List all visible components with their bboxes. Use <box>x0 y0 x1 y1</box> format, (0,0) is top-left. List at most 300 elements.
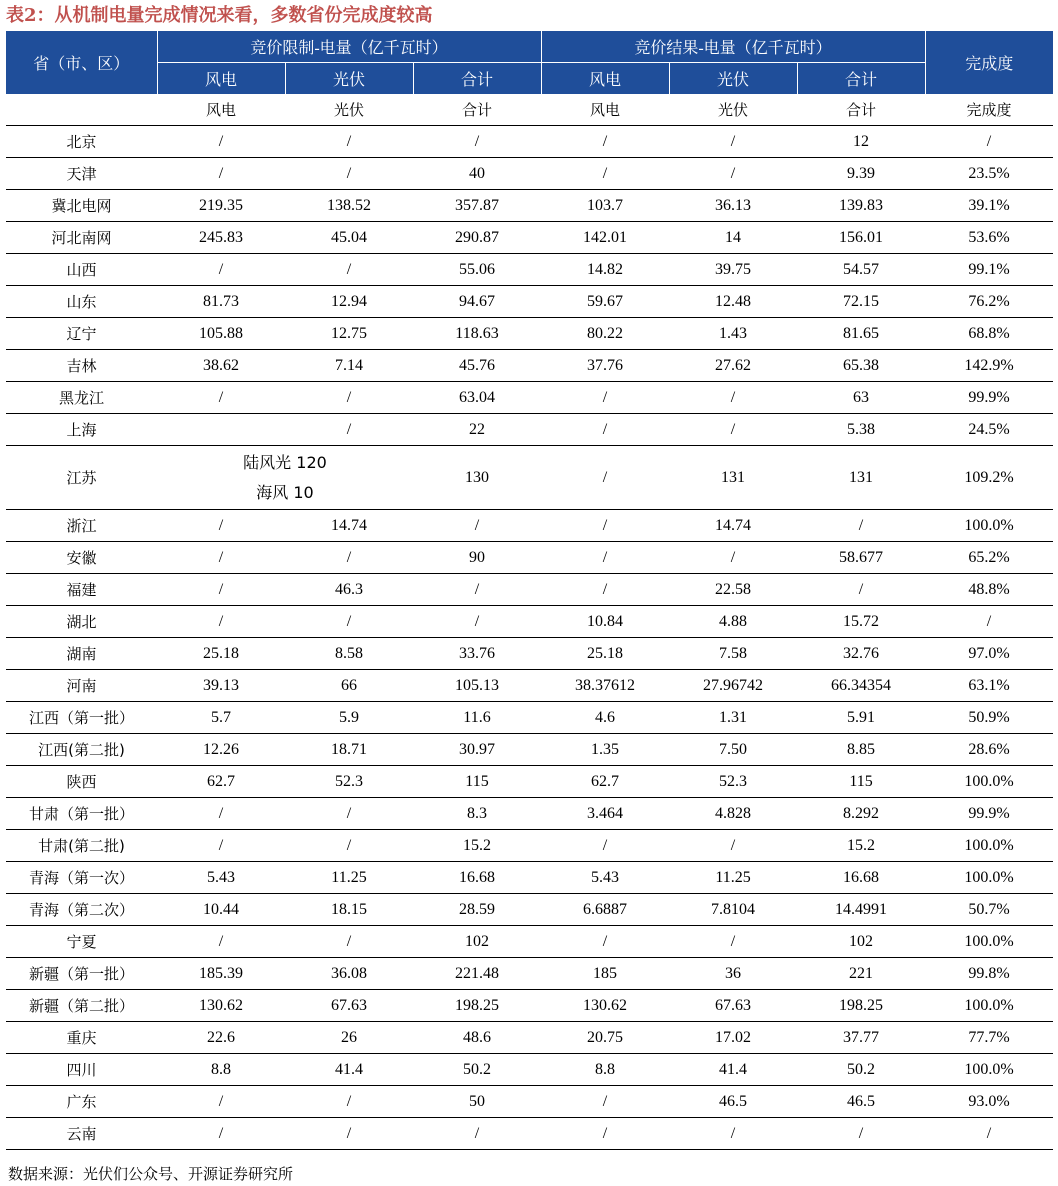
value-cell: 102 <box>797 926 925 958</box>
value-cell: 12.94 <box>285 286 413 318</box>
province-cell: 广东 <box>6 1086 157 1118</box>
value-cell: 11.6 <box>413 702 541 734</box>
value-cell: 40 <box>413 158 541 190</box>
value-cell: / <box>669 926 797 958</box>
value-cell: 62.7 <box>541 766 669 798</box>
value-cell: 14.74 <box>669 510 797 542</box>
table-row <box>6 1118 1053 1150</box>
value-cell: / <box>541 158 669 190</box>
value-cell: 5.9 <box>285 702 413 734</box>
value-cell: 131 <box>669 446 797 510</box>
value-cell: 118.63 <box>413 318 541 350</box>
value-cell: 72.15 <box>797 286 925 318</box>
value-cell: 221.48 <box>413 958 541 990</box>
value-cell: / <box>285 926 413 958</box>
value-cell: 41.4 <box>669 1054 797 1086</box>
value-cell: 198.25 <box>413 990 541 1022</box>
completion-cell: 76.2% <box>925 286 1053 318</box>
province-cell: 江西(第二批) <box>6 734 157 766</box>
value-cell: 36.08 <box>285 958 413 990</box>
value-cell: 8.58 <box>285 638 413 670</box>
completion-cell: 100.0% <box>925 926 1053 958</box>
value-cell: 32.76 <box>797 638 925 670</box>
value-cell: / <box>541 1086 669 1118</box>
value-cell: / <box>797 510 925 542</box>
value-cell: 102 <box>413 926 541 958</box>
completion-cell: 100.0% <box>925 862 1053 894</box>
value-cell: / <box>285 1086 413 1118</box>
value-cell: 11.25 <box>285 862 413 894</box>
value-cell: 8.3 <box>413 798 541 830</box>
limit-merged-cell <box>157 446 413 510</box>
table-row <box>6 1086 1053 1118</box>
table-row <box>6 862 1053 894</box>
value-cell: 4.88 <box>669 606 797 638</box>
province-cell: 河北南网 <box>6 222 157 254</box>
completion-cell: / <box>925 1118 1053 1150</box>
completion-cell: 53.6% <box>925 222 1053 254</box>
value-cell: 4.828 <box>669 798 797 830</box>
value-cell: 103.7 <box>541 190 669 222</box>
header-limit-wind: 风电 <box>157 63 285 95</box>
value-cell: / <box>669 382 797 414</box>
completion-cell: 39.1% <box>925 190 1053 222</box>
table-row <box>6 158 1053 190</box>
value-cell: / <box>157 126 285 158</box>
value-cell: 58.677 <box>797 542 925 574</box>
completion-cell: 65.2% <box>925 542 1053 574</box>
province-cell: 河南 <box>6 670 157 702</box>
completion-cell: 50.9% <box>925 702 1053 734</box>
value-cell: / <box>157 1118 285 1150</box>
completion-cell: 99.1% <box>925 254 1053 286</box>
value-cell: 67.63 <box>285 990 413 1022</box>
completion-cell: 99.9% <box>925 382 1053 414</box>
value-cell: / <box>669 126 797 158</box>
value-cell: 4.6 <box>541 702 669 734</box>
table-row <box>6 734 1053 766</box>
repeat-header-cell <box>6 94 157 126</box>
value-cell: 138.52 <box>285 190 413 222</box>
table-row <box>6 638 1053 670</box>
value-cell: 20.75 <box>541 1022 669 1054</box>
table-row <box>6 766 1053 798</box>
repeat-header-cell: 光伏 <box>285 94 413 126</box>
value-cell: 17.02 <box>669 1022 797 1054</box>
completion-table <box>6 31 1053 1150</box>
value-cell: 81.65 <box>797 318 925 350</box>
table-row <box>6 286 1053 318</box>
value-cell: / <box>285 158 413 190</box>
value-cell: 16.68 <box>413 862 541 894</box>
value-cell: 22 <box>413 414 541 446</box>
value-cell: 50.2 <box>797 1054 925 1086</box>
table-row-jiangsu <box>6 446 1053 510</box>
value-cell: 46.3 <box>285 574 413 606</box>
value-cell: / <box>157 1086 285 1118</box>
value-cell: / <box>541 830 669 862</box>
value-cell: 37.77 <box>797 1022 925 1054</box>
value-cell: 18.71 <box>285 734 413 766</box>
value-cell: 50 <box>413 1086 541 1118</box>
value-cell: 5.43 <box>157 862 285 894</box>
value-cell: 50.2 <box>413 1054 541 1086</box>
completion-cell: 50.7% <box>925 894 1053 926</box>
value-cell: / <box>413 574 541 606</box>
value-cell: 11.25 <box>669 862 797 894</box>
repeat-header-cell: 风电 <box>157 94 285 126</box>
value-cell: 94.67 <box>413 286 541 318</box>
value-cell: / <box>541 542 669 574</box>
value-cell: / <box>285 798 413 830</box>
value-cell: 10.44 <box>157 894 285 926</box>
table-row <box>6 830 1053 862</box>
value-cell: 5.38 <box>797 414 925 446</box>
completion-cell: / <box>925 606 1053 638</box>
value-cell: / <box>285 606 413 638</box>
value-cell: / <box>157 606 285 638</box>
value-cell: / <box>285 414 413 446</box>
value-cell: 14 <box>669 222 797 254</box>
value-cell: / <box>157 382 285 414</box>
table-row <box>6 542 1053 574</box>
value-cell: / <box>413 1118 541 1150</box>
value-cell: / <box>669 542 797 574</box>
value-cell: 8.292 <box>797 798 925 830</box>
value-cell: / <box>157 158 285 190</box>
value-cell: 221 <box>797 958 925 990</box>
header-limit-total: 合计 <box>413 63 541 95</box>
table-row <box>6 190 1053 222</box>
value-cell: / <box>157 510 285 542</box>
value-cell: 12 <box>797 126 925 158</box>
province-cell: 甘肃(第二批) <box>6 830 157 862</box>
repeat-header-cell: 风电 <box>541 94 669 126</box>
value-cell: 142.01 <box>541 222 669 254</box>
value-cell: 219.35 <box>157 190 285 222</box>
province-cell: 江西（第一批） <box>6 702 157 734</box>
province-cell: 湖南 <box>6 638 157 670</box>
province-cell: 甘肃（第一批） <box>6 798 157 830</box>
province-cell: 山东 <box>6 286 157 318</box>
value-cell: 30.97 <box>413 734 541 766</box>
table-row <box>6 574 1053 606</box>
completion-cell: 23.5% <box>925 158 1053 190</box>
value-cell: 65.38 <box>797 350 925 382</box>
province-cell: 浙江 <box>6 510 157 542</box>
header-limit-pv: 光伏 <box>285 63 413 95</box>
completion-cell: 63.1% <box>925 670 1053 702</box>
value-cell: 38.62 <box>157 350 285 382</box>
value-cell: 36.13 <box>669 190 797 222</box>
value-cell: / <box>669 1118 797 1150</box>
value-cell: / <box>797 574 925 606</box>
province-cell: 青海（第一次） <box>6 862 157 894</box>
table-row <box>6 414 1053 446</box>
value-cell: / <box>541 574 669 606</box>
value-cell: 130.62 <box>541 990 669 1022</box>
value-cell: / <box>285 254 413 286</box>
value-cell: 105.13 <box>413 670 541 702</box>
value-cell: / <box>413 510 541 542</box>
value-cell: / <box>413 126 541 158</box>
value-cell: / <box>413 606 541 638</box>
header-result-wind: 风电 <box>541 63 669 95</box>
completion-cell: 99.9% <box>925 798 1053 830</box>
province-cell: 天津 <box>6 158 157 190</box>
header-result-pv: 光伏 <box>669 63 797 95</box>
table-row <box>6 990 1053 1022</box>
value-cell: 18.15 <box>285 894 413 926</box>
completion-cell: 68.8% <box>925 318 1053 350</box>
value-cell: 41.4 <box>285 1054 413 1086</box>
value-cell: 14.82 <box>541 254 669 286</box>
value-cell: 59.67 <box>541 286 669 318</box>
value-cell: 15.2 <box>797 830 925 862</box>
value-cell: / <box>541 382 669 414</box>
value-cell: 156.01 <box>797 222 925 254</box>
table-row <box>6 254 1053 286</box>
table-row <box>6 670 1053 702</box>
province-cell: 陕西 <box>6 766 157 798</box>
value-cell: / <box>157 926 285 958</box>
value-cell: / <box>541 446 669 510</box>
header-result-total: 合计 <box>797 63 925 95</box>
value-cell: 245.83 <box>157 222 285 254</box>
value-cell: 130.62 <box>157 990 285 1022</box>
completion-cell: 100.0% <box>925 1054 1053 1086</box>
table-row <box>6 798 1053 830</box>
value-cell: / <box>157 254 285 286</box>
value-cell: 80.22 <box>541 318 669 350</box>
value-cell: 357.87 <box>413 190 541 222</box>
value-cell: 15.72 <box>797 606 925 638</box>
province-cell: 辽宁 <box>6 318 157 350</box>
repeat-header-cell: 合计 <box>413 94 541 126</box>
value-cell: 8.8 <box>541 1054 669 1086</box>
value-cell: 26 <box>285 1022 413 1054</box>
value-cell: 45.76 <box>413 350 541 382</box>
value-cell: 131 <box>797 446 925 510</box>
value-cell: 52.3 <box>285 766 413 798</box>
value-cell: / <box>541 926 669 958</box>
value-cell: / <box>541 126 669 158</box>
province-cell: 四川 <box>6 1054 157 1086</box>
value-cell: / <box>541 414 669 446</box>
value-cell: / <box>669 414 797 446</box>
value-cell: 54.57 <box>797 254 925 286</box>
value-cell: 7.50 <box>669 734 797 766</box>
value-cell: 66 <box>285 670 413 702</box>
province-cell: 冀北电网 <box>6 190 157 222</box>
province-cell: 北京 <box>6 126 157 158</box>
header-completion: 完成度 <box>925 31 1053 94</box>
value-cell: / <box>541 1118 669 1150</box>
province-cell: 新疆（第一批） <box>6 958 157 990</box>
value-cell: 36 <box>669 958 797 990</box>
completion-cell: / <box>925 126 1053 158</box>
value-cell <box>157 414 285 446</box>
value-cell: 63.04 <box>413 382 541 414</box>
completion-cell: 97.0% <box>925 638 1053 670</box>
header-province: 省（市、区） <box>6 31 157 94</box>
value-cell: / <box>285 542 413 574</box>
province-cell: 黑龙江 <box>6 382 157 414</box>
value-cell: 5.91 <box>797 702 925 734</box>
value-cell: 1.43 <box>669 318 797 350</box>
value-cell: 105.88 <box>157 318 285 350</box>
value-cell: 139.83 <box>797 190 925 222</box>
value-cell: 115 <box>797 766 925 798</box>
value-cell: 115 <box>413 766 541 798</box>
table-row <box>6 510 1053 542</box>
value-cell: 81.73 <box>157 286 285 318</box>
table-title: 表2：从机制电量完成情况来看，多数省份完成度较高 <box>6 5 433 26</box>
province-cell: 江苏 <box>6 446 157 510</box>
value-cell: 46.5 <box>669 1086 797 1118</box>
completion-cell: 99.8% <box>925 958 1053 990</box>
table-row <box>6 350 1053 382</box>
value-cell: / <box>157 542 285 574</box>
province-cell: 上海 <box>6 414 157 446</box>
value-cell: 22.58 <box>669 574 797 606</box>
value-cell: 67.63 <box>669 990 797 1022</box>
table-row <box>6 926 1053 958</box>
table-row <box>6 702 1053 734</box>
value-cell: / <box>669 158 797 190</box>
table-row <box>6 606 1053 638</box>
completion-cell: 100.0% <box>925 830 1053 862</box>
value-cell: / <box>157 798 285 830</box>
province-cell: 重庆 <box>6 1022 157 1054</box>
limit-merged-line: 陆风光 120 <box>243 452 327 472</box>
repeat-header-cell: 合计 <box>797 94 925 126</box>
value-cell: 3.464 <box>541 798 669 830</box>
value-cell: 8.8 <box>157 1054 285 1086</box>
value-cell: 185 <box>541 958 669 990</box>
province-cell: 湖北 <box>6 606 157 638</box>
value-cell: 185.39 <box>157 958 285 990</box>
completion-cell: 100.0% <box>925 990 1053 1022</box>
value-cell: / <box>285 126 413 158</box>
value-cell: 5.43 <box>541 862 669 894</box>
value-cell: 290.87 <box>413 222 541 254</box>
table-row <box>6 222 1053 254</box>
value-cell: 198.25 <box>797 990 925 1022</box>
table-row <box>6 1054 1053 1086</box>
value-cell: 15.2 <box>413 830 541 862</box>
table-row <box>6 318 1053 350</box>
repeat-header-cell: 完成度 <box>925 94 1053 126</box>
value-cell: 12.48 <box>669 286 797 318</box>
value-cell: 8.85 <box>797 734 925 766</box>
province-cell: 青海（第二次） <box>6 894 157 926</box>
value-cell: 52.3 <box>669 766 797 798</box>
completion-cell: 100.0% <box>925 766 1053 798</box>
value-cell: / <box>157 830 285 862</box>
value-cell: 28.59 <box>413 894 541 926</box>
completion-cell: 24.5% <box>925 414 1053 446</box>
province-cell: 福建 <box>6 574 157 606</box>
value-cell: 39.75 <box>669 254 797 286</box>
completion-cell: 28.6% <box>925 734 1053 766</box>
value-cell: 1.31 <box>669 702 797 734</box>
header-group-limit: 竞价限制-电量（亿千瓦时） <box>157 31 541 63</box>
value-cell: 7.8104 <box>669 894 797 926</box>
table-row <box>6 382 1053 414</box>
value-cell: 14.74 <box>285 510 413 542</box>
table-row <box>6 958 1053 990</box>
value-cell: / <box>797 1118 925 1150</box>
completion-cell: 109.2% <box>925 446 1053 510</box>
repeat-header-row <box>6 94 1053 126</box>
header-group-result: 竞价结果-电量（亿千瓦时） <box>541 31 925 63</box>
value-cell: / <box>285 382 413 414</box>
value-cell: 33.76 <box>413 638 541 670</box>
province-cell: 安徽 <box>6 542 157 574</box>
value-cell: / <box>285 1118 413 1150</box>
repeat-header-cell: 光伏 <box>669 94 797 126</box>
value-cell: / <box>157 574 285 606</box>
value-cell: 5.7 <box>157 702 285 734</box>
province-cell: 宁夏 <box>6 926 157 958</box>
value-cell: 6.6887 <box>541 894 669 926</box>
table-row <box>6 1022 1053 1054</box>
value-cell: 66.34354 <box>797 670 925 702</box>
completion-cell: 142.9% <box>925 350 1053 382</box>
value-cell: 62.7 <box>157 766 285 798</box>
value-cell: 9.39 <box>797 158 925 190</box>
value-cell: 27.96742 <box>669 670 797 702</box>
value-cell: 12.75 <box>285 318 413 350</box>
value-cell: 38.37612 <box>541 670 669 702</box>
value-cell: 130 <box>413 446 541 510</box>
table-row <box>6 894 1053 926</box>
value-cell: 10.84 <box>541 606 669 638</box>
source-note: 数据来源：光伏们公众号、开源证券研究所 <box>8 1165 294 1183</box>
value-cell: 25.18 <box>541 638 669 670</box>
value-cell: 46.5 <box>797 1086 925 1118</box>
limit-merged-line: 海风 10 <box>256 482 314 502</box>
value-cell: 90 <box>413 542 541 574</box>
value-cell: 22.6 <box>157 1022 285 1054</box>
value-cell: 25.18 <box>157 638 285 670</box>
value-cell: 63 <box>797 382 925 414</box>
value-cell: / <box>541 510 669 542</box>
completion-cell: 93.0% <box>925 1086 1053 1118</box>
value-cell: 7.58 <box>669 638 797 670</box>
value-cell: 7.14 <box>285 350 413 382</box>
value-cell: 45.04 <box>285 222 413 254</box>
province-cell: 新疆（第二批） <box>6 990 157 1022</box>
value-cell: 37.76 <box>541 350 669 382</box>
province-cell: 云南 <box>6 1118 157 1150</box>
value-cell: 12.26 <box>157 734 285 766</box>
value-cell: 1.35 <box>541 734 669 766</box>
value-cell: 27.62 <box>669 350 797 382</box>
value-cell: / <box>285 830 413 862</box>
value-cell: 14.4991 <box>797 894 925 926</box>
province-cell: 吉林 <box>6 350 157 382</box>
value-cell: 48.6 <box>413 1022 541 1054</box>
province-cell: 山西 <box>6 254 157 286</box>
value-cell: / <box>669 830 797 862</box>
completion-cell: 100.0% <box>925 510 1053 542</box>
table-row <box>6 126 1053 158</box>
value-cell: 39.13 <box>157 670 285 702</box>
value-cell: 55.06 <box>413 254 541 286</box>
completion-cell: 77.7% <box>925 1022 1053 1054</box>
